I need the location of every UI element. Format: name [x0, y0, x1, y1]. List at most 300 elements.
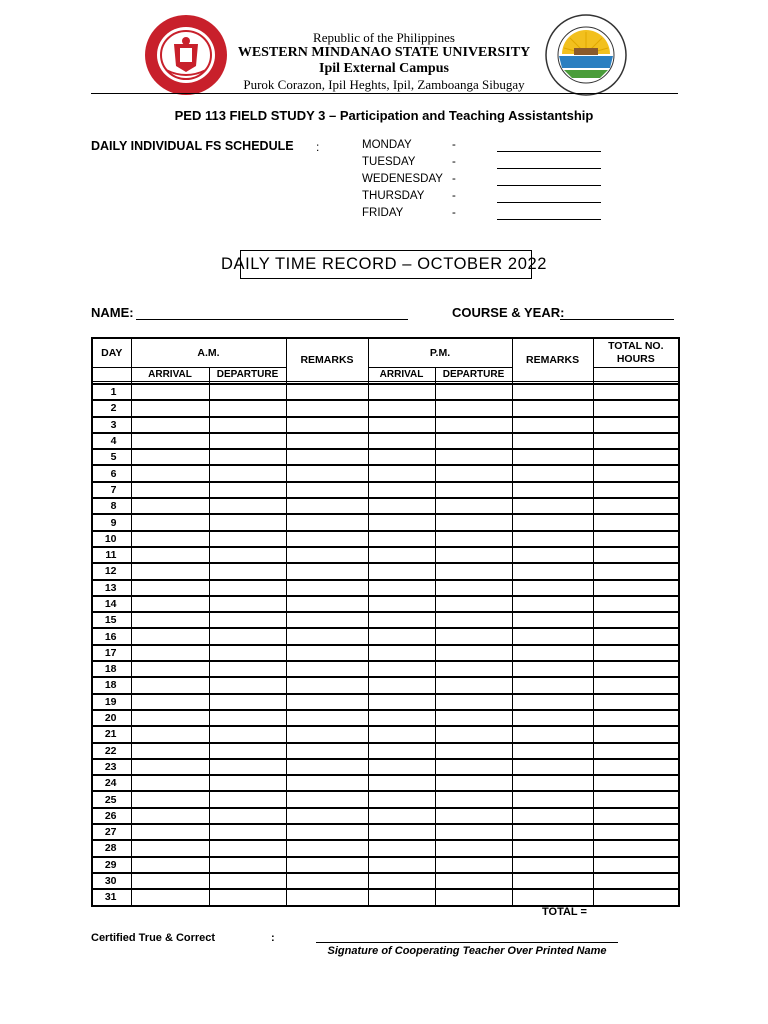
departure-am-cell[interactable]: [209, 514, 286, 530]
schedule-row-friday: [362, 207, 622, 224]
departure-am-cell[interactable]: [209, 384, 286, 400]
remarks-pm-cell[interactable]: [512, 580, 593, 596]
table-row: [92, 791, 679, 807]
remarks-am-cell[interactable]: [286, 889, 368, 905]
departure-pm-cell[interactable]: [435, 808, 512, 824]
arrival-pm-cell[interactable]: [368, 498, 435, 514]
schedule-blank-wednesday[interactable]: [497, 173, 601, 186]
arrival-am-cell[interactable]: [131, 514, 209, 530]
arrival-am-cell[interactable]: [131, 384, 209, 400]
total-hours-cell[interactable]: [593, 775, 679, 791]
remarks-am-cell[interactable]: [286, 840, 368, 856]
day-cell: 28: [92, 840, 131, 856]
total-hours-cell[interactable]: [593, 384, 679, 400]
departure-am-cell[interactable]: [209, 775, 286, 791]
arrival-am-cell[interactable]: [131, 710, 209, 726]
arrival-am-cell[interactable]: [131, 612, 209, 628]
table-row: [92, 840, 679, 856]
remarks-am-cell[interactable]: [286, 677, 368, 693]
departure-pm-cell[interactable]: [435, 514, 512, 530]
col-day-header: DAY: [92, 338, 131, 367]
total-hours-cell[interactable]: [593, 465, 679, 481]
departure-am-cell[interactable]: [209, 433, 286, 449]
arrival-am-cell[interactable]: [131, 759, 209, 775]
document-header: [0, 0, 768, 100]
arrival-am-cell[interactable]: [131, 449, 209, 465]
total-hours-cell[interactable]: [593, 791, 679, 807]
table-row: [92, 531, 679, 547]
remarks-pm-cell[interactable]: [512, 857, 593, 873]
arrival-pm-cell[interactable]: [368, 857, 435, 873]
remarks-pm-cell[interactable]: [512, 694, 593, 710]
departure-pm-cell[interactable]: [435, 857, 512, 873]
departure-am-cell[interactable]: [209, 840, 286, 856]
remarks-pm-cell[interactable]: [512, 677, 593, 693]
schedule-day: THURSDAY: [362, 190, 425, 202]
total-hours-cell[interactable]: [593, 628, 679, 644]
departure-am-cell[interactable]: [209, 596, 286, 612]
departure-am-cell[interactable]: [209, 628, 286, 644]
arrival-am-cell[interactable]: [131, 417, 209, 433]
departure-pm-cell[interactable]: [435, 482, 512, 498]
remarks-pm-cell[interactable]: [512, 400, 593, 416]
departure-pm-cell[interactable]: [435, 759, 512, 775]
remarks-am-cell[interactable]: [286, 824, 368, 840]
departure-pm-cell[interactable]: [435, 498, 512, 514]
remarks-am-cell[interactable]: [286, 400, 368, 416]
remarks-pm-cell[interactable]: [512, 840, 593, 856]
col-arrival-pm-header: ARRIVAL: [368, 367, 435, 381]
departure-pm-cell[interactable]: [435, 889, 512, 905]
departure-pm-cell[interactable]: [435, 694, 512, 710]
day-cell: 18: [92, 661, 131, 677]
arrival-am-cell[interactable]: [131, 677, 209, 693]
course-title: PED 113 FIELD STUDY 3 – Participation and Teaching Assistantship: [174, 108, 594, 123]
table-row: [92, 596, 679, 612]
table-row: [92, 433, 679, 449]
remarks-pm-cell[interactable]: [512, 417, 593, 433]
arrival-am-cell[interactable]: [131, 808, 209, 824]
arrival-pm-cell[interactable]: [368, 726, 435, 742]
schedule-dash: -: [452, 190, 456, 202]
col-total-subheader: [593, 367, 679, 381]
total-hours-cell[interactable]: [593, 824, 679, 840]
arrival-pm-cell[interactable]: [368, 580, 435, 596]
remarks-pm-cell[interactable]: [512, 661, 593, 677]
schedule-blank-thursday[interactable]: [497, 190, 601, 203]
remarks-am-cell[interactable]: [286, 563, 368, 579]
arrival-pm-cell[interactable]: [368, 645, 435, 661]
schedule-dash: -: [452, 156, 456, 168]
departure-am-cell[interactable]: [209, 449, 286, 465]
arrival-am-cell[interactable]: [131, 873, 209, 889]
arrival-pm-cell[interactable]: [368, 547, 435, 563]
departure-am-cell[interactable]: [209, 677, 286, 693]
schedule-list: [362, 139, 622, 224]
remarks-am-cell[interactable]: [286, 628, 368, 644]
total-hours-cell[interactable]: [593, 661, 679, 677]
arrival-am-cell[interactable]: [131, 596, 209, 612]
day-cell: 4: [92, 433, 131, 449]
arrival-am-cell[interactable]: [131, 857, 209, 873]
total-hours-cell[interactable]: [593, 449, 679, 465]
departure-pm-cell[interactable]: [435, 645, 512, 661]
day-cell: 26: [92, 808, 131, 824]
day-cell: 17: [92, 645, 131, 661]
arrival-am-cell[interactable]: [131, 628, 209, 644]
remarks-pm-cell[interactable]: [512, 465, 593, 481]
table-row: [92, 514, 679, 530]
table-row: [92, 694, 679, 710]
departure-pm-cell[interactable]: [435, 628, 512, 644]
departure-pm-cell[interactable]: [435, 384, 512, 400]
total-hours-cell[interactable]: [593, 694, 679, 710]
arrival-pm-cell[interactable]: [368, 694, 435, 710]
remarks-am-cell[interactable]: [286, 726, 368, 742]
arrival-pm-cell[interactable]: [368, 417, 435, 433]
day-cell: 7: [92, 482, 131, 498]
departure-am-cell[interactable]: [209, 889, 286, 905]
departure-pm-cell[interactable]: [435, 596, 512, 612]
day-cell: 19: [92, 694, 131, 710]
departure-am-cell[interactable]: [209, 710, 286, 726]
table-row: [92, 465, 679, 481]
dtr-title: DAILY TIME RECORD – OCTOBER 2022: [220, 255, 548, 273]
remarks-pm-cell[interactable]: [512, 824, 593, 840]
arrival-am-cell[interactable]: [131, 661, 209, 677]
arrival-pm-cell[interactable]: [368, 808, 435, 824]
remarks-pm-cell[interactable]: [512, 628, 593, 644]
departure-pm-cell[interactable]: [435, 791, 512, 807]
remarks-am-cell[interactable]: [286, 417, 368, 433]
remarks-pm-cell[interactable]: [512, 808, 593, 824]
remarks-am-cell[interactable]: [286, 743, 368, 759]
table-row: [92, 710, 679, 726]
total-hours-cell[interactable]: [593, 889, 679, 905]
remarks-pm-cell[interactable]: [512, 791, 593, 807]
remarks-pm-cell[interactable]: [512, 514, 593, 530]
day-cell: 10: [92, 531, 131, 547]
signature-line[interactable]: [316, 942, 618, 943]
remarks-am-cell[interactable]: [286, 857, 368, 873]
departure-am-cell[interactable]: [209, 759, 286, 775]
arrival-am-cell[interactable]: [131, 726, 209, 742]
name-label: NAME:: [91, 305, 134, 320]
departure-pm-cell[interactable]: [435, 465, 512, 481]
total-hours-cell[interactable]: [593, 547, 679, 563]
remarks-am-cell[interactable]: [286, 596, 368, 612]
departure-am-cell[interactable]: [209, 791, 286, 807]
university-name: WESTERN MINDANAO STATE UNIVERSITY: [237, 45, 531, 60]
departure-pm-cell[interactable]: [435, 400, 512, 416]
table-row: [92, 677, 679, 693]
day-cell: 5: [92, 449, 131, 465]
remarks-am-cell[interactable]: [286, 547, 368, 563]
departure-am-cell[interactable]: [209, 563, 286, 579]
departure-pm-cell[interactable]: [435, 710, 512, 726]
departure-am-cell[interactable]: [209, 808, 286, 824]
remarks-am-cell[interactable]: [286, 449, 368, 465]
day-cell: 3: [92, 417, 131, 433]
remarks-am-cell[interactable]: [286, 694, 368, 710]
schedule-day: MONDAY: [362, 139, 412, 151]
arrival-pm-cell[interactable]: [368, 514, 435, 530]
signature-caption: Signature of Cooperating Teacher Over Printed Name: [327, 945, 607, 957]
arrival-am-cell[interactable]: [131, 791, 209, 807]
schedule-blank-friday[interactable]: [497, 207, 601, 220]
arrival-am-cell[interactable]: [131, 547, 209, 563]
departure-am-cell[interactable]: [209, 645, 286, 661]
remarks-am-cell[interactable]: [286, 873, 368, 889]
total-hours-cell[interactable]: [593, 498, 679, 514]
total-hours-cell[interactable]: [593, 482, 679, 498]
total-hours-cell[interactable]: [593, 840, 679, 856]
remarks-am-cell[interactable]: [286, 710, 368, 726]
arrival-pm-cell[interactable]: [368, 710, 435, 726]
arrival-am-cell[interactable]: [131, 775, 209, 791]
remarks-pm-cell[interactable]: [512, 482, 593, 498]
departure-am-cell[interactable]: [209, 612, 286, 628]
departure-am-cell[interactable]: [209, 417, 286, 433]
departure-pm-cell[interactable]: [435, 612, 512, 628]
departure-pm-cell[interactable]: [435, 580, 512, 596]
total-hours-cell[interactable]: [593, 677, 679, 693]
remarks-pm-cell[interactable]: [512, 547, 593, 563]
col-total-hours-header: TOTAL NO. HOURS: [593, 338, 679, 367]
departure-pm-cell[interactable]: [435, 726, 512, 742]
remarks-am-cell[interactable]: [286, 531, 368, 547]
arrival-pm-cell[interactable]: [368, 465, 435, 481]
departure-pm-cell[interactable]: [435, 824, 512, 840]
departure-am-cell[interactable]: [209, 465, 286, 481]
day-cell: 23: [92, 759, 131, 775]
remarks-pm-cell[interactable]: [512, 384, 593, 400]
remarks-am-cell[interactable]: [286, 612, 368, 628]
arrival-am-cell[interactable]: [131, 531, 209, 547]
departure-am-cell[interactable]: [209, 498, 286, 514]
total-hours-cell[interactable]: [593, 726, 679, 742]
departure-am-cell[interactable]: [209, 482, 286, 498]
total-hours-cell[interactable]: [593, 808, 679, 824]
remarks-pm-cell[interactable]: [512, 531, 593, 547]
arrival-am-cell[interactable]: [131, 694, 209, 710]
day-cell: 9: [92, 514, 131, 530]
remarks-pm-cell[interactable]: [512, 612, 593, 628]
total-hours-cell[interactable]: [593, 531, 679, 547]
total-hours-cell[interactable]: [593, 433, 679, 449]
total-hours-cell[interactable]: [593, 514, 679, 530]
remarks-am-cell[interactable]: [286, 433, 368, 449]
schedule-dash: -: [452, 173, 456, 185]
departure-am-cell[interactable]: [209, 547, 286, 563]
total-hours-cell[interactable]: [593, 743, 679, 759]
departure-am-cell[interactable]: [209, 873, 286, 889]
day-cell: 8: [92, 498, 131, 514]
arrival-am-cell[interactable]: [131, 482, 209, 498]
departure-am-cell[interactable]: [209, 661, 286, 677]
remarks-pm-cell[interactable]: [512, 743, 593, 759]
header-divider: [91, 93, 678, 94]
day-cell: 20: [92, 710, 131, 726]
remarks-pm-cell[interactable]: [512, 498, 593, 514]
remarks-am-cell[interactable]: [286, 775, 368, 791]
departure-pm-cell[interactable]: [435, 677, 512, 693]
remarks-am-cell[interactable]: [286, 661, 368, 677]
schedule-row-wednesday: [362, 173, 622, 190]
departure-pm-cell[interactable]: [435, 840, 512, 856]
arrival-pm-cell[interactable]: [368, 775, 435, 791]
table-row: [92, 743, 679, 759]
remarks-am-cell[interactable]: [286, 808, 368, 824]
remarks-am-cell[interactable]: [286, 580, 368, 596]
departure-pm-cell[interactable]: [435, 449, 512, 465]
remarks-am-cell[interactable]: [286, 514, 368, 530]
schedule-blank-tuesday[interactable]: [497, 156, 601, 169]
time-record-table: [91, 337, 680, 907]
schedule-row-thursday: [362, 190, 622, 207]
arrival-pm-cell[interactable]: [368, 449, 435, 465]
arrival-am-cell[interactable]: [131, 889, 209, 905]
day-cell: 14: [92, 596, 131, 612]
day-cell: 21: [92, 726, 131, 742]
arrival-pm-cell[interactable]: [368, 628, 435, 644]
arrival-pm-cell[interactable]: [368, 531, 435, 547]
arrival-am-cell[interactable]: [131, 400, 209, 416]
total-hours-cell[interactable]: [593, 710, 679, 726]
arrival-pm-cell[interactable]: [368, 791, 435, 807]
table-row: [92, 498, 679, 514]
arrival-am-cell[interactable]: [131, 580, 209, 596]
remarks-am-cell[interactable]: [286, 645, 368, 661]
departure-am-cell[interactable]: [209, 824, 286, 840]
remarks-pm-cell[interactable]: [512, 433, 593, 449]
total-hours-cell[interactable]: [593, 563, 679, 579]
departure-pm-cell[interactable]: [435, 743, 512, 759]
departure-am-cell[interactable]: [209, 694, 286, 710]
departure-am-cell[interactable]: [209, 857, 286, 873]
total-hours-cell[interactable]: [593, 417, 679, 433]
remarks-pm-cell[interactable]: [512, 645, 593, 661]
departure-am-cell[interactable]: [209, 531, 286, 547]
table-row: [92, 775, 679, 791]
total-hours-cell[interactable]: [593, 873, 679, 889]
total-hours-cell[interactable]: [593, 645, 679, 661]
departure-pm-cell[interactable]: [435, 417, 512, 433]
day-cell: 2: [92, 400, 131, 416]
col-departure-am-header: DEPARTURE: [209, 367, 286, 381]
arrival-pm-cell[interactable]: [368, 433, 435, 449]
remarks-pm-cell[interactable]: [512, 759, 593, 775]
remarks-am-cell[interactable]: [286, 759, 368, 775]
departure-pm-cell[interactable]: [435, 661, 512, 677]
departure-pm-cell[interactable]: [435, 433, 512, 449]
arrival-am-cell[interactable]: [131, 563, 209, 579]
remarks-pm-cell[interactable]: [512, 710, 593, 726]
day-cell: 31: [92, 889, 131, 905]
schedule-row-tuesday: [362, 156, 622, 173]
total-hours-cell[interactable]: [593, 759, 679, 775]
certified-label: Certified True & Correct: [91, 932, 216, 944]
remarks-pm-cell[interactable]: [512, 563, 593, 579]
schedule-label: DAILY INDIVIDUAL FS SCHEDULE: [91, 139, 294, 153]
remarks-am-cell[interactable]: [286, 482, 368, 498]
arrival-am-cell[interactable]: [131, 824, 209, 840]
departure-pm-cell[interactable]: [435, 873, 512, 889]
day-cell: 25: [92, 791, 131, 807]
remarks-pm-cell[interactable]: [512, 726, 593, 742]
departure-am-cell[interactable]: [209, 580, 286, 596]
arrival-pm-cell[interactable]: [368, 612, 435, 628]
arrival-pm-cell[interactable]: [368, 743, 435, 759]
remarks-am-cell[interactable]: [286, 465, 368, 481]
remarks-am-cell[interactable]: [286, 384, 368, 400]
day-cell: 6: [92, 465, 131, 481]
day-cell: 27: [92, 824, 131, 840]
col-departure-pm-header: DEPARTURE: [435, 367, 512, 381]
total-hours-cell[interactable]: [593, 596, 679, 612]
col-pm-header: P.M.: [368, 338, 512, 367]
arrival-pm-cell[interactable]: [368, 563, 435, 579]
arrival-pm-cell[interactable]: [368, 840, 435, 856]
arrival-pm-cell[interactable]: [368, 661, 435, 677]
departure-pm-cell[interactable]: [435, 775, 512, 791]
remarks-pm-cell[interactable]: [512, 873, 593, 889]
schedule-dash: -: [452, 139, 456, 151]
remarks-pm-cell[interactable]: [512, 889, 593, 905]
total-hours-cell[interactable]: [593, 612, 679, 628]
arrival-pm-cell[interactable]: [368, 889, 435, 905]
arrival-pm-cell[interactable]: [368, 873, 435, 889]
remarks-pm-cell[interactable]: [512, 775, 593, 791]
departure-am-cell[interactable]: [209, 400, 286, 416]
total-hours-cell[interactable]: [593, 400, 679, 416]
remarks-pm-cell[interactable]: [512, 596, 593, 612]
arrival-pm-cell[interactable]: [368, 677, 435, 693]
arrival-am-cell[interactable]: [131, 433, 209, 449]
schedule-blank-monday[interactable]: [497, 139, 601, 152]
table-row: [92, 417, 679, 433]
departure-am-cell[interactable]: [209, 743, 286, 759]
table-row: [92, 889, 679, 905]
departure-am-cell[interactable]: [209, 726, 286, 742]
arrival-am-cell[interactable]: [131, 498, 209, 514]
arrival-am-cell[interactable]: [131, 645, 209, 661]
remarks-pm-cell[interactable]: [512, 449, 593, 465]
course-year-field[interactable]: [560, 305, 674, 320]
arrival-pm-cell[interactable]: [368, 759, 435, 775]
remarks-am-cell[interactable]: [286, 498, 368, 514]
table-row: [92, 873, 679, 889]
arrival-pm-cell[interactable]: [368, 384, 435, 400]
remarks-am-cell[interactable]: [286, 791, 368, 807]
arrival-pm-cell[interactable]: [368, 400, 435, 416]
total-hours-cell[interactable]: [593, 857, 679, 873]
total-hours-cell[interactable]: [593, 580, 679, 596]
arrival-am-cell[interactable]: [131, 465, 209, 481]
arrival-am-cell[interactable]: [131, 743, 209, 759]
departure-pm-cell[interactable]: [435, 547, 512, 563]
departure-pm-cell[interactable]: [435, 563, 512, 579]
col-am-header: A.M.: [131, 338, 286, 367]
departure-pm-cell[interactable]: [435, 531, 512, 547]
name-field[interactable]: [136, 305, 408, 320]
day-cell: 16: [92, 628, 131, 644]
arrival-pm-cell[interactable]: [368, 596, 435, 612]
arrival-pm-cell[interactable]: [368, 482, 435, 498]
col-remarks-am-header: REMARKS: [286, 338, 368, 381]
arrival-am-cell[interactable]: [131, 840, 209, 856]
arrival-pm-cell[interactable]: [368, 824, 435, 840]
